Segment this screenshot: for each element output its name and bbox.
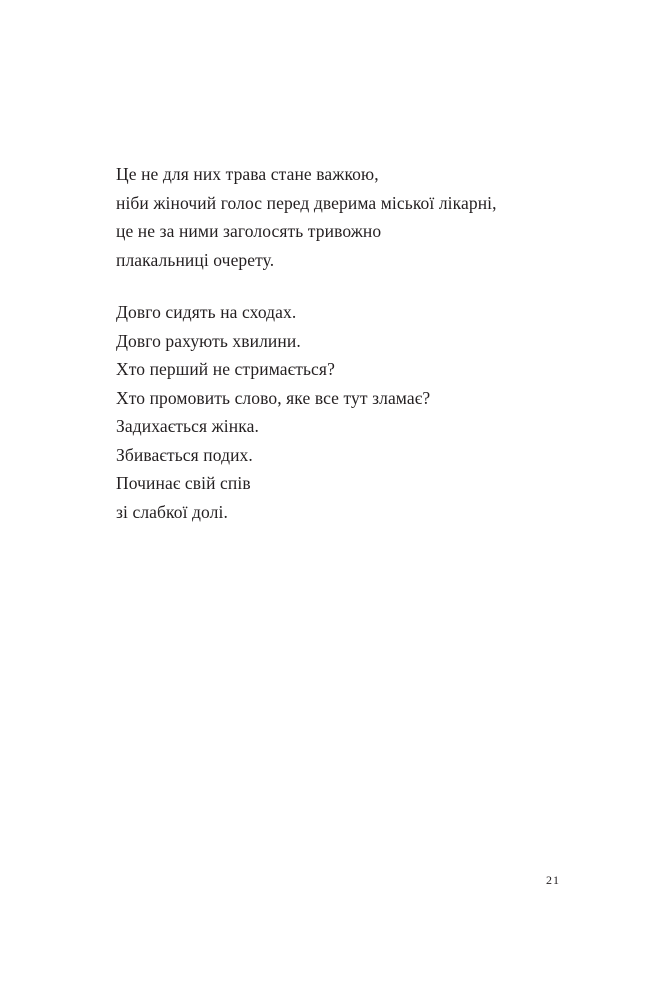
poem-line: Задихається жінка. xyxy=(116,416,259,436)
poem-line: Хто перший не стримається? xyxy=(116,359,335,379)
poem-line: Довго рахують хвилини. xyxy=(116,330,301,351)
poem xyxy=(116,160,576,526)
page-number: 21 xyxy=(546,873,560,887)
poem-line: Хто промовить слово, яке все тут зламає? xyxy=(116,387,431,408)
poem-line: Це не для них трава стане важкою, xyxy=(116,164,379,184)
stanza-2 xyxy=(116,298,576,526)
poem-line: це не за ними заголосять тривожно xyxy=(116,221,382,241)
poem-line: Починає свій спів xyxy=(116,473,251,493)
poem-line: ніби жіночий голос перед дверима міської лікарні, xyxy=(116,192,497,213)
poem-line: Довго сидять на сходах. xyxy=(116,302,297,322)
stanza-1 xyxy=(116,160,576,274)
poem-line: зі слабкої долі. xyxy=(116,501,228,522)
poem-line: Збивається подих. xyxy=(116,444,253,465)
poem-line: плакальниці очерету. xyxy=(116,249,275,270)
